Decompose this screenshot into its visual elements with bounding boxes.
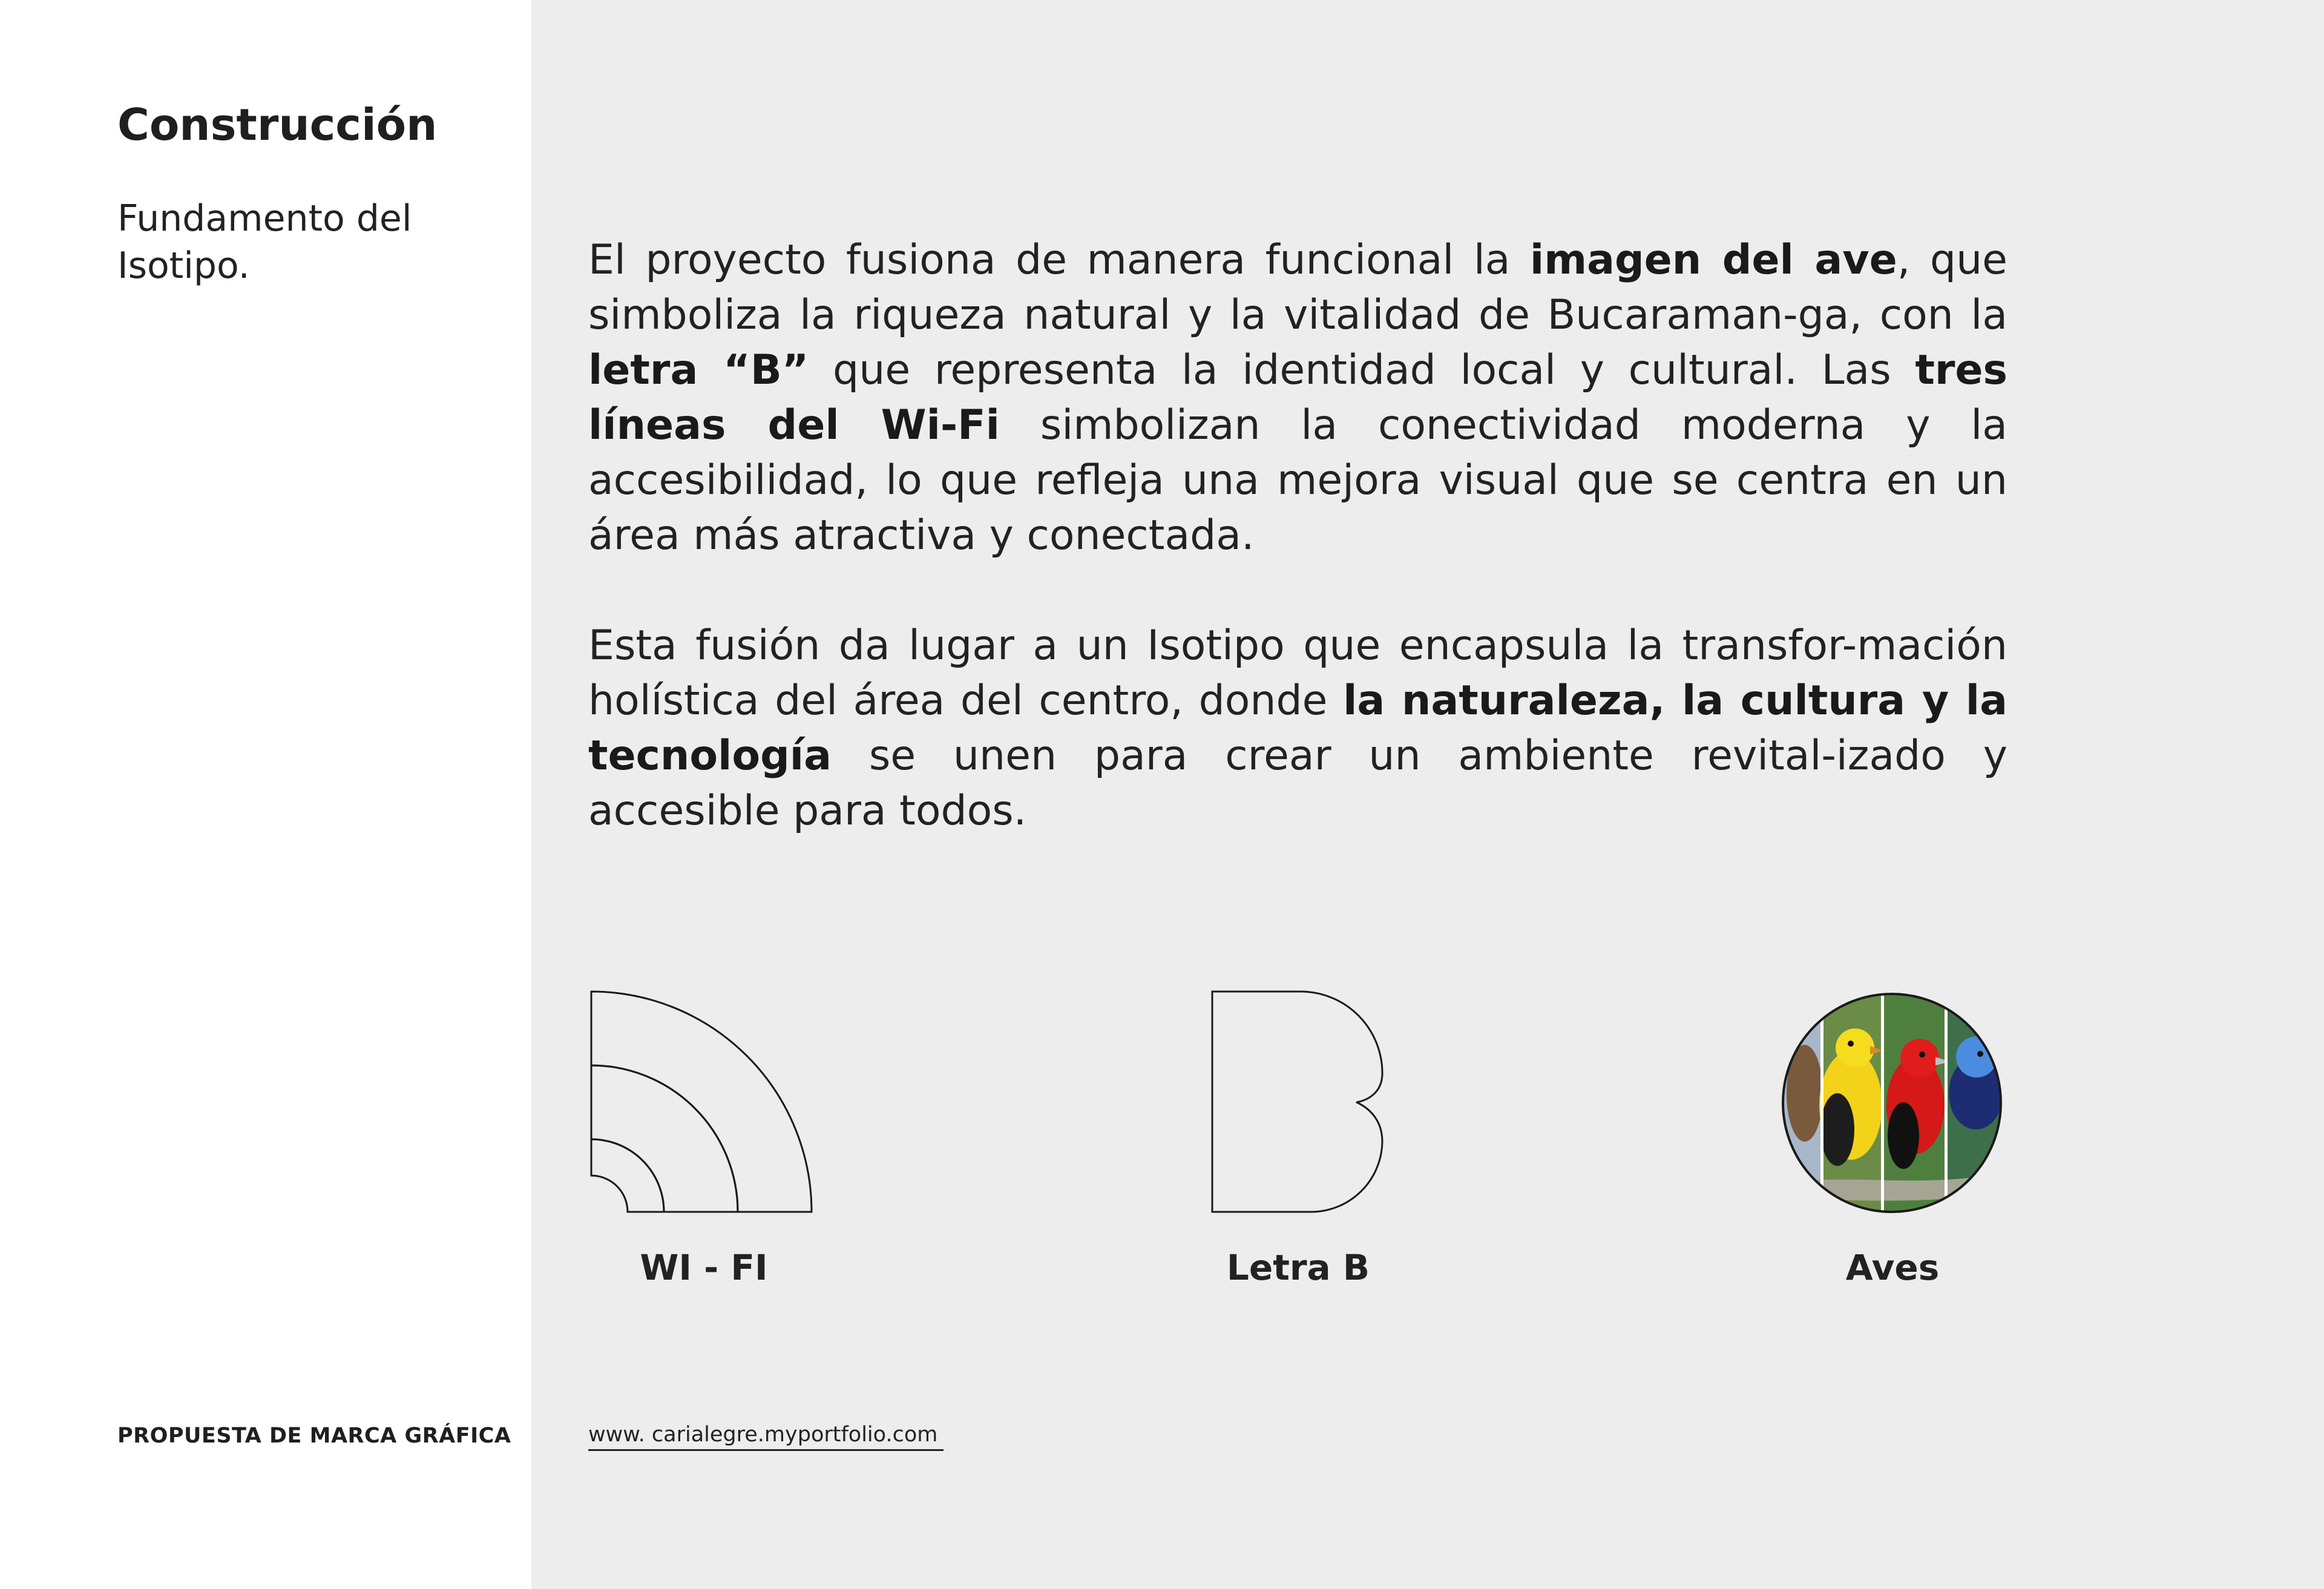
letter-b-outline-icon	[1211, 990, 1441, 1220]
section-title: Construcción	[117, 99, 438, 150]
birds-label: Aves	[1845, 1247, 1940, 1288]
letter-b-label: Letra B	[1226, 1247, 1370, 1288]
paragraph-1: El proyecto fusiona de manera funcional la imagen del ave, que simboliza la riqueza natural y la vitalidad de Bucaraman-ga, con la letra “B” que representa la identidad local y cultural. Las tres líneas del Wi-Fi simbolizan la conectividad moderna y la accesibilidad, lo que refleja una mejora visual que se centra en un área más atractiva y conectada.	[588, 236, 2007, 559]
portfolio-link[interactable]: www. carialegre.myportfolio.com	[588, 1423, 944, 1451]
section-subtitle: Fundamento del Isotipo.	[117, 197, 412, 287]
body-text	[588, 232, 2007, 893]
birds-collage-icon	[1779, 990, 2009, 1220]
wifi-label: WI - FI	[640, 1247, 768, 1288]
wifi-arcs-icon	[590, 990, 820, 1220]
brand-proposal-label: PROPUESTA DE MARCA GRÁFICA	[117, 1424, 511, 1448]
sidebar	[0, 0, 531, 1589]
paragraph-2: Esta fusión da lugar a un Isotipo que encapsula la transfor-mación holística del área del centro, donde la naturaleza, la cultura y la tecnología se unen para crear un ambiente revital-izado y accesible para todos.	[588, 622, 2007, 835]
